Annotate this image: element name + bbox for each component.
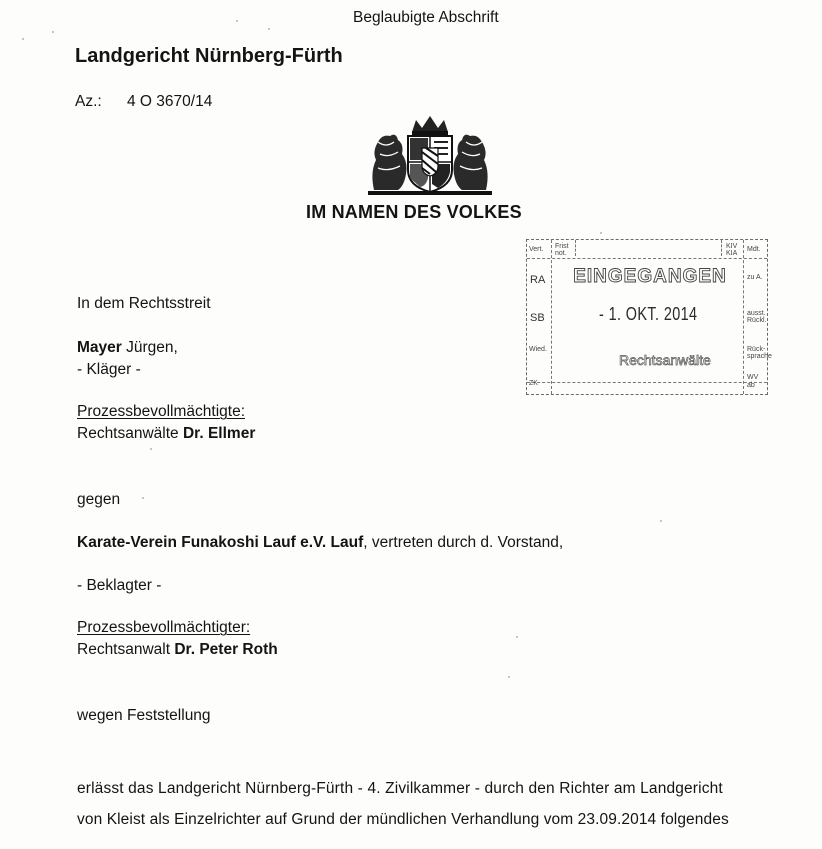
plaintiff-counsel	[77, 425, 255, 443]
defendant-name-bold: Karate-Verein Funakoshi Lauf e.V. Lauf	[77, 534, 364, 551]
stamp-cell-wied: Wied.	[529, 346, 547, 353]
heading-in-the-name-of-the-people: IM NAMEN DES VOLKES	[306, 202, 522, 222]
stamp-cell-kiv: KIV KIA	[726, 243, 738, 257]
plaintiff-counsel-prefix: Rechtsanwälte	[77, 425, 183, 442]
bavarian-coat-of-arms-icon	[364, 112, 496, 196]
file-reference-label: Az.:	[75, 93, 102, 110]
scan-speck	[660, 520, 662, 522]
stamp-cell-mdt: Mdt.	[747, 246, 761, 253]
scan-speck	[22, 38, 24, 40]
against-text: gegen	[77, 491, 121, 508]
stamp-cell-ab: ab	[747, 382, 755, 389]
stamp-cell-zk: ZK	[529, 380, 538, 387]
plaintiff-counsel-label: Prozessbevollmächtigte:	[77, 403, 245, 420]
certified-copy-label: Beglaubigte Abschrift	[353, 9, 499, 26]
stamp-cell-frist: Frist not.	[555, 243, 569, 257]
defendant-counsel	[77, 641, 278, 659]
intro-text: In dem Rechtsstreit	[77, 295, 211, 312]
file-reference-value: 4 O 3670/14	[127, 93, 213, 110]
stamp-cell-vert: Vert.	[529, 246, 544, 253]
stamp-cell-wv: WV	[747, 374, 759, 381]
plaintiff-firstname: Jürgen,	[121, 339, 178, 356]
stamp-firm: Rechtsanwälte	[619, 352, 711, 368]
received-stamp	[526, 239, 772, 395]
plaintiff-role: - Kläger -	[77, 361, 141, 378]
ruling-line-2: von Kleist als Einzelrichter auf Grund der mündlichen Verhandlung vom 23.09.2014 folgendes	[77, 811, 729, 828]
scan-speck	[236, 20, 238, 22]
stamp-received-text: EINGEGANGEN	[573, 266, 727, 287]
plaintiff-name	[77, 339, 178, 357]
defendant-counsel-prefix: Rechtsanwalt	[77, 641, 175, 658]
plaintiff-surname: Mayer	[77, 339, 122, 356]
stamp-cell-sb: SB	[530, 312, 545, 324]
stamp-date: - 1. OKT. 2014	[599, 304, 698, 324]
plaintiff-counsel-name: Dr. Ellmer	[182, 425, 256, 442]
stamp-cell-zu-akt: zu A.	[747, 274, 763, 281]
defendant-representation: , vertreten durch d. Vorstand,	[363, 534, 564, 551]
defendant-role: - Beklagter -	[77, 577, 162, 594]
scan-speck	[52, 31, 54, 33]
scan-speck	[508, 676, 510, 678]
stamp-cell-rueck: Rück-sprache	[747, 346, 772, 360]
scan-speck	[600, 232, 602, 234]
stamp-cell-rueckl: ausst. Rückl.	[747, 310, 767, 324]
ruling-line-1: erlässt das Landgericht Nürnberg-Fürth - 4. Zivilkammer - durch den Richter am Landgericht	[77, 780, 723, 797]
scan-speck	[150, 448, 152, 450]
scan-speck	[142, 497, 144, 499]
scan-speck	[268, 28, 270, 30]
subject-text: wegen Feststellung	[77, 707, 211, 724]
defendant-counsel-label: Prozessbevollmächtigter:	[77, 619, 251, 636]
defendant-counsel-name: Dr. Peter Roth	[174, 641, 278, 658]
scan-speck	[516, 636, 518, 638]
defendant-name	[77, 534, 563, 552]
court-name: Landgericht Nürnberg-Fürth	[75, 45, 343, 67]
stamp-cell-ra: RA	[530, 274, 546, 286]
